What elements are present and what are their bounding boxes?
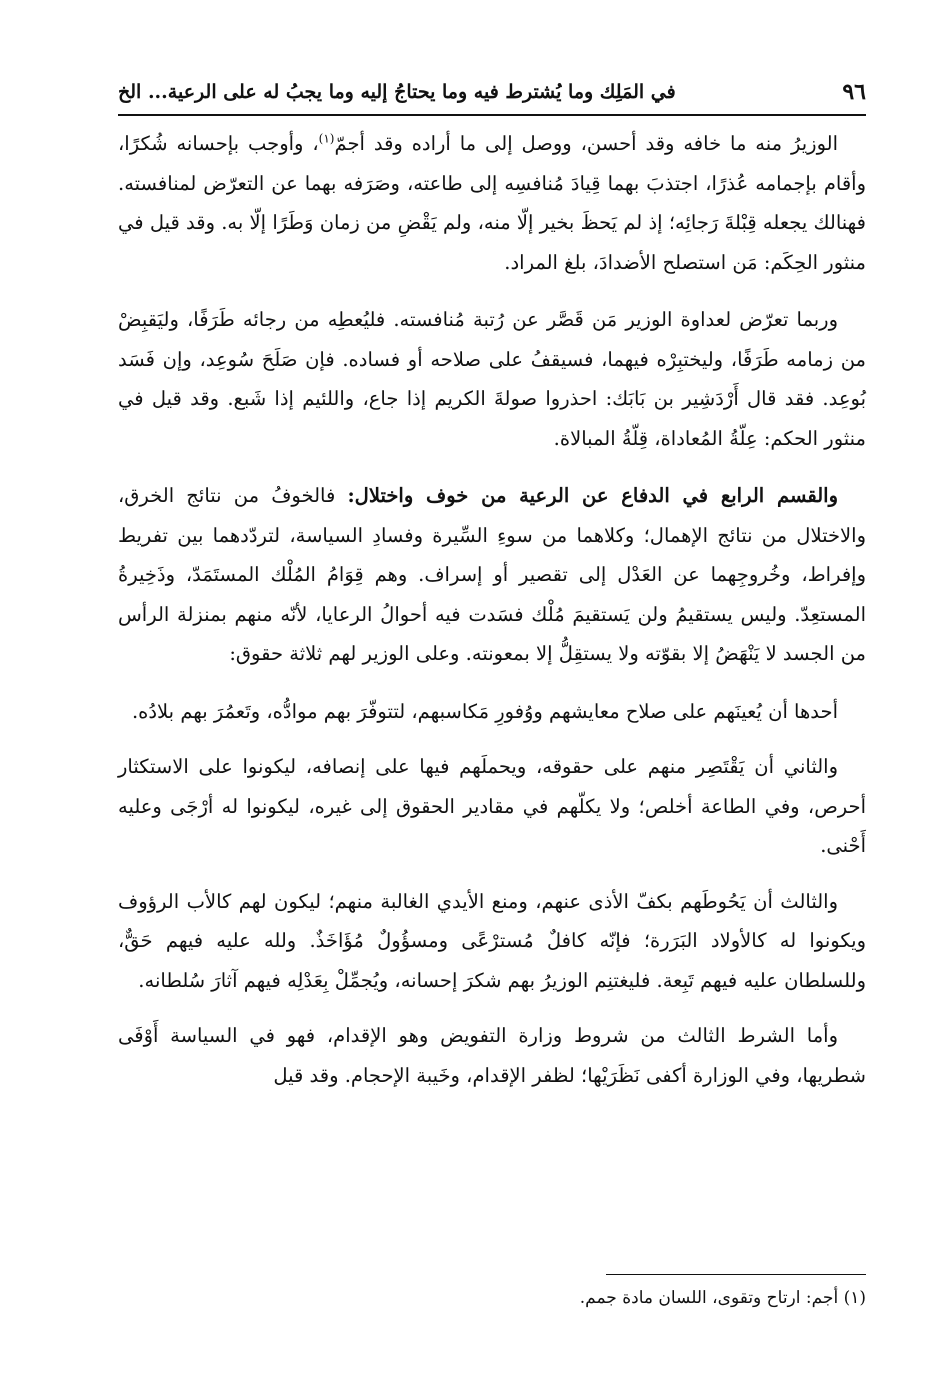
paragraph: والثاني أن يَقْتَصِر منهم على حقوقه، ويحملَهم فيها على إنصافه، ليكونوا على الاستكثار أحرص، وفي الطاعة أخلص؛ ولا يكلّهم في مقادير الحقوق إلى غيره، ليكونوا له أرْجَى وعليه أَحْنى. — [118, 755, 866, 857]
footnote-reference: (١) — [318, 131, 335, 146]
paragraph-text: الوزيرُ منه ما خافه وقد أحسن، ووصل إلى ما أراده وقد أجمّ — [334, 132, 839, 155]
page-number: ٩٦ — [842, 79, 866, 105]
paragraph: أحدها أن يُعينَهم على صلاح معايشهم ووُفورِ مَكاسبهم، لتتوفّرَ بهم موادُّه، وتَعمُرَ بهم بلادُه. — [131, 699, 838, 723]
header-rule — [118, 114, 866, 116]
footnote — [118, 1284, 866, 1312]
paragraph: والثالث أن يَحُوطَهم بكفّ الأذى عنهم، ومنع الأيدي الغالبة منهم؛ ليكون لهم كالأب الرؤوف ويكونوا له كالأولاد البَرَرة؛ فإنّه كافلٌ مُسترْعًى ومسؤُولٌ مُؤَاخَذٌ. ولله عليه فيهم حَقٌّ، وللسلطان عليه فيهم تَبِعة. فليغتنِم الوزيرُ بهم شكرَ إحسانه، ويُجمِّلْ بِعَدْلِه فيهم آثارَ سُلطانه. — [118, 889, 866, 992]
footnote-text: أجم: ارتاح وتقوى، اللسان مادة جمم. — [579, 1288, 839, 1308]
paragraph — [118, 476, 866, 674]
paragraph: وأما الشرط الثالث من شروط وزارة التفويض وهو الإقدام، فهو في السياسة أَوْفَى شطريها، وفي الوزارة أكفى نَظَرَيْها؛ لظفر الإقدام، وخَيبة الإحجام. وقد قيل — [118, 1024, 866, 1087]
paragraph — [118, 124, 866, 282]
main-text — [118, 124, 866, 1113]
footnote-marker: (١) — [843, 1288, 866, 1308]
paragraph-text: فالخوفُ من نتائج الخرق، والاختلال من نتائج الإهمال؛ وكلاهما من سوءِ السِّيرة وفسادِ السياسة، لتردّدهما بين تفريط وإفراط، وخُروجِهما عن العَدْل إلى تقصير أو إسراف. وهم قِوَامُ المُلْك المستَمَدّ، وذَخِيرةُ المستعِدّ. وليس يستقيمُ ولن يَستقيمَ مُلْك فسَدت فيه أحوالُ الرعايا، لأنّه منهم بمنزلة الرأس من الجسد لا يَنْهَضُ إلا بقوّته ولا يستقِلُّ إلا بمعونته. وعلى الوزير لهم ثلاثة حقوق: — [118, 484, 866, 665]
paragraph: وربما تعرّض لعداوة الوزير مَن قَصَّر عن رُتبة مُنافسته. فليُعطِه من رجائه طَرَفًا، وليَقبِضْ من زمامه طَرَفًا، وليختبِرْه فيهما، فسيقفُ على صلاحه أو فساده. فإن صَلَحَ سُوعِد، وإن فَسَد بُوعِد. فقد قال أَرْدَشِير بن بَابَك: احذروا صولةَ الكريم إذا جاع، واللئيم إذا شَبع. وقد قيل في منثور الحكم: عِلّةُ المُعاداة، قِلّةُ المبالاة. — [118, 308, 866, 450]
footnote-rule — [606, 1274, 866, 1275]
page-header — [118, 72, 866, 112]
section-heading: والقسم الرابع في الدفاع عن الرعية من خوف واختلال: — [347, 484, 838, 507]
running-title: في المَلِك وما يُشترط فيه وما يحتاجُ إليه وما يجبُ له على الرعية... الخ — [118, 81, 676, 103]
paragraph-text: ، وأوجب بإحسانه شُكرًا، وأقام بإجمامه عُذرًا، اجتذبَ بهما قِيادَ مُنافسِه إلى طاعته، وصَرَفه بهما عن التعرّض لمنافسته. فهنالك يجعله قِبْلةَ رَجائِه؛ إذ لم يَحظَ بخير إلّا منه، ولم يَقْضِ من زمان وَطَرًا إلّا به. وقد قيل في منثور الحِكَم: مَن استصلح الأضدادَ، بلغ المراد. — [118, 132, 866, 274]
